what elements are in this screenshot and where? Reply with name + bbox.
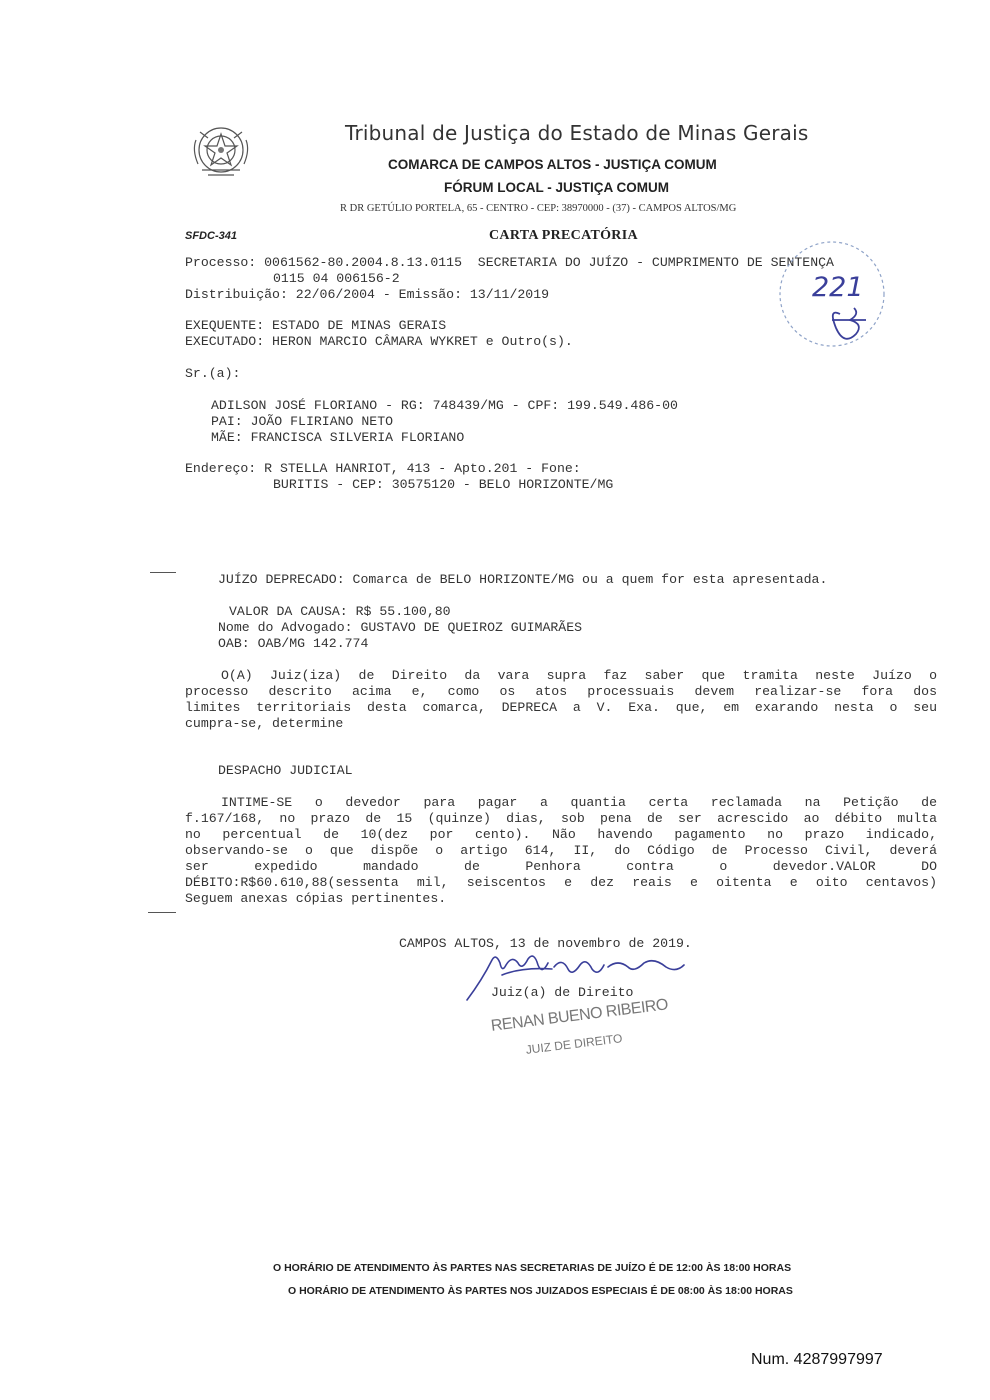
document-number: Num. 4287997997 [751, 1351, 883, 1368]
forum-title: FÓRUM LOCAL - JUSTIÇA COMUM [444, 180, 669, 195]
distribution-line: Distribuição: 22/06/2004 - Emissão: 13/11/2019 [185, 287, 550, 302]
footer-hours-juizados: O HORÁRIO DE ATENDIMENTO ÀS PARTES NOS JUIZADOS ESPECIAIS É DE 08:00 ÀS 18:00 HORAS [288, 1285, 793, 1297]
court-title: Tribunal de Justiça do Estado de Minas Gerais [345, 121, 809, 145]
lawyer-oab: OAB: OAB/MG 142.774 [218, 636, 369, 651]
margin-mark [148, 912, 176, 913]
form-code: SFDC-341 [185, 230, 237, 242]
page-number: 221 [812, 272, 864, 303]
despacho-line-6: DÉBITO:R$60.610,88(sessenta mil, seiscentos e dez reais e oitenta e oito centavos) [185, 875, 937, 890]
despacho-line-1: INTIME-SE o devedor para pagar a quantia certa reclamada na Petição de [221, 795, 937, 810]
document-type: CARTA PRECATÓRIA [489, 228, 638, 243]
footer-hours-secretarias: O HORÁRIO DE ATENDIMENTO ÀS PARTES NAS SECRETARIAS DE JUÍZO É DE 12:00 ÀS 18:00 HORAS [273, 1262, 792, 1274]
despacho-line-4: observando-se o que dispõe o artigo 614, II, do Código de Processo Civil, deverá [185, 843, 937, 858]
recipient-address-cont: BURITIS - CEP: 30575120 - BELO HORIZONTE/MG [273, 477, 614, 492]
recipient-father: PAI: JOÃO FLIRIANO NETO [211, 414, 394, 429]
intro-line-2: processo descrito acima e, como os atos processuais devem realizar-se fora dos [185, 684, 937, 699]
judge-stamp-name: RENAN BUENO RIBEIRO [490, 996, 669, 1035]
salutation: Sr.(a): [185, 366, 241, 381]
valor-causa: VALOR DA CAUSA: R$ 55.100,80 [229, 604, 451, 619]
despacho-line-7: Seguem anexas cópias pertinentes. [185, 891, 447, 906]
despacho-title: DESPACHO JUDICIAL [218, 763, 353, 778]
recipient-mother: MÃE: FRANCISCA SILVERIA FLORIANO [211, 430, 465, 445]
comarca-title: COMARCA DE CAMPOS ALTOS - JUSTIÇA COMUM [388, 157, 717, 172]
intro-line-3: limites territoriais desta comarca, DEPRECA a V. Exa. que, em exarando nesta o seu [185, 700, 937, 715]
juizo-deprecado: JUÍZO DEPRECADO: Comarca de BELO HORIZONTE/MG ou a quem for esta apresentada. [218, 572, 828, 587]
place-date: CAMPOS ALTOS, 13 de novembro de 2019. [399, 936, 692, 951]
margin-mark [150, 572, 176, 573]
recipient-name: ADILSON JOSÉ FLORIANO - RG: 748439/MG - CPF: 199.549.486-00 [211, 398, 678, 413]
process-number-old: 0115 04 006156-2 [273, 271, 400, 286]
exequente: EXEQUENTE: ESTADO DE MINAS GERAIS [185, 318, 447, 333]
despacho-line-2: f.167/168, no prazo de 15 (quinze) dias, sob pena de ser acrescido ao débito multa [185, 811, 937, 826]
lawyer-name: Nome do Advogado: GUSTAVO DE QUEIROZ GUIMARÃES [218, 620, 583, 635]
signer-role: Juiz(a) de Direito [491, 985, 634, 1000]
court-address: R DR GETÚLIO PORTELA, 65 - CENTRO - CEP: 38970000 - (37) - CAMPOS ALTOS/MG [340, 203, 737, 214]
coat-of-arms-icon [188, 120, 254, 182]
judge-stamp-title: JUIZ DE DIREITO [525, 1031, 624, 1057]
despacho-line-5: ser expedido mandado de Penhora contra o devedor.VALOR DO [185, 859, 937, 874]
intro-line-4: cumpra-se, determine [185, 716, 344, 731]
intro-line-1: O(A) Juiz(iza) de Direito da vara supra faz saber que tramita neste Juízo o [221, 668, 937, 683]
process-line: Processo: 0061562-80.2004.8.13.0115 SECRETARIA DO JUÍZO - CUMPRIMENTO DE SENTENÇA [185, 255, 834, 270]
executado: EXECUTADO: HERON MARCIO CÂMARA WYKRET e Outro(s). [185, 334, 573, 349]
despacho-line-3: no percentual de 10(dez por cento). Não havendo pagamento no prazo indicado, [185, 827, 937, 842]
recipient-address: Endereço: R STELLA HANRIOT, 413 - Apto.201 - Fone: [185, 461, 581, 476]
